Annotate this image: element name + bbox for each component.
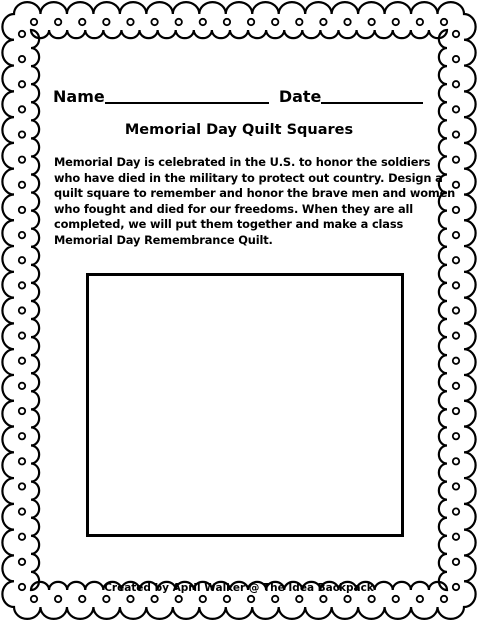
border-circle xyxy=(453,207,459,213)
border-circle xyxy=(453,508,459,514)
border-circle xyxy=(453,458,459,464)
border-circle xyxy=(417,19,423,25)
border-circle xyxy=(441,596,447,602)
border-circle xyxy=(441,19,447,25)
border-circle xyxy=(19,358,25,364)
border-circle xyxy=(200,19,206,25)
border-circle xyxy=(453,156,459,162)
border-circle xyxy=(320,19,326,25)
paragraph-line: who have died in the military to protect out country. Design a xyxy=(54,170,443,185)
name-label: Name xyxy=(53,87,105,106)
border-circle xyxy=(453,332,459,338)
border-circle xyxy=(19,307,25,313)
border-circle xyxy=(19,282,25,288)
paragraph-line: Memorial Day is celebrated in the U.S. to honor the soldiers xyxy=(54,155,431,169)
border-circle xyxy=(368,596,374,602)
instructions-paragraph xyxy=(54,155,456,249)
border-circle xyxy=(417,596,423,602)
border-circle xyxy=(224,596,230,602)
border-circle xyxy=(19,408,25,414)
border-circle xyxy=(453,56,459,62)
border-circle xyxy=(79,596,85,602)
border-circle xyxy=(453,106,459,112)
border-circle xyxy=(453,232,459,238)
border-circle xyxy=(19,232,25,238)
border-circle xyxy=(453,483,459,489)
paragraph-line: Memorial Day Remembrance Quilt. xyxy=(54,232,273,247)
border-circle xyxy=(453,307,459,313)
border-circle xyxy=(19,106,25,112)
border-circle xyxy=(19,31,25,37)
border-circle xyxy=(151,19,157,25)
quilt-square-drawing-box[interactable] xyxy=(86,273,404,537)
border-circle xyxy=(103,19,109,25)
border-circle xyxy=(224,19,230,25)
border-circle xyxy=(19,332,25,338)
border-circle xyxy=(320,596,326,602)
border-circle xyxy=(393,19,399,25)
border-circle xyxy=(453,31,459,37)
border-circle xyxy=(19,508,25,514)
border-circle xyxy=(296,596,302,602)
border-circle xyxy=(19,483,25,489)
border-circle xyxy=(453,257,459,263)
border-circle xyxy=(19,81,25,87)
credit-footer: Created by April Walker @ The Idea Backpack xyxy=(104,582,374,594)
border-circle xyxy=(368,19,374,25)
border-circle xyxy=(453,433,459,439)
border-circle xyxy=(248,596,254,602)
border-circle xyxy=(127,596,133,602)
border-circle xyxy=(200,596,206,602)
border-circle xyxy=(19,383,25,389)
border-circle xyxy=(103,596,109,602)
name-blank-line[interactable] xyxy=(105,86,269,104)
border-circle xyxy=(453,408,459,414)
border-circle xyxy=(393,596,399,602)
border-circle xyxy=(453,383,459,389)
border-circle xyxy=(453,282,459,288)
border-circle xyxy=(19,534,25,540)
border-circle xyxy=(19,207,25,213)
border-circle xyxy=(55,19,61,25)
border-circle xyxy=(19,182,25,188)
paragraph-line: quilt square to remember and honor the brave men and women xyxy=(54,186,456,201)
date-blank-line[interactable] xyxy=(321,86,423,104)
border-circle xyxy=(31,19,37,25)
border-circle xyxy=(55,596,61,602)
border-circle xyxy=(248,19,254,25)
border-circle xyxy=(19,56,25,62)
border-circle xyxy=(79,19,85,25)
border-circle xyxy=(19,559,25,565)
border-circle xyxy=(272,19,278,25)
border-circle xyxy=(19,257,25,263)
paragraph-line: who fought and died for our freedoms. When they are all xyxy=(54,201,414,216)
border-circle xyxy=(453,358,459,364)
border-circle xyxy=(31,596,37,602)
border-circle xyxy=(296,19,302,25)
border-circle xyxy=(19,433,25,439)
border-circle xyxy=(127,19,133,25)
name-date-row xyxy=(53,84,423,106)
border-circle xyxy=(344,596,350,602)
border-circle xyxy=(19,458,25,464)
border-circle xyxy=(176,19,182,25)
border-circle xyxy=(19,156,25,162)
border-circle xyxy=(151,596,157,602)
border-circle xyxy=(176,596,182,602)
date-label: Date xyxy=(278,87,322,106)
border-circle xyxy=(453,81,459,87)
border-circle xyxy=(344,19,350,25)
paragraph-line: completed, we will put them together and make a class xyxy=(54,217,404,232)
border-circle xyxy=(272,596,278,602)
border-circle xyxy=(453,559,459,565)
page-title: Memorial Day Quilt Squares xyxy=(124,122,354,138)
border-circle xyxy=(453,534,459,540)
